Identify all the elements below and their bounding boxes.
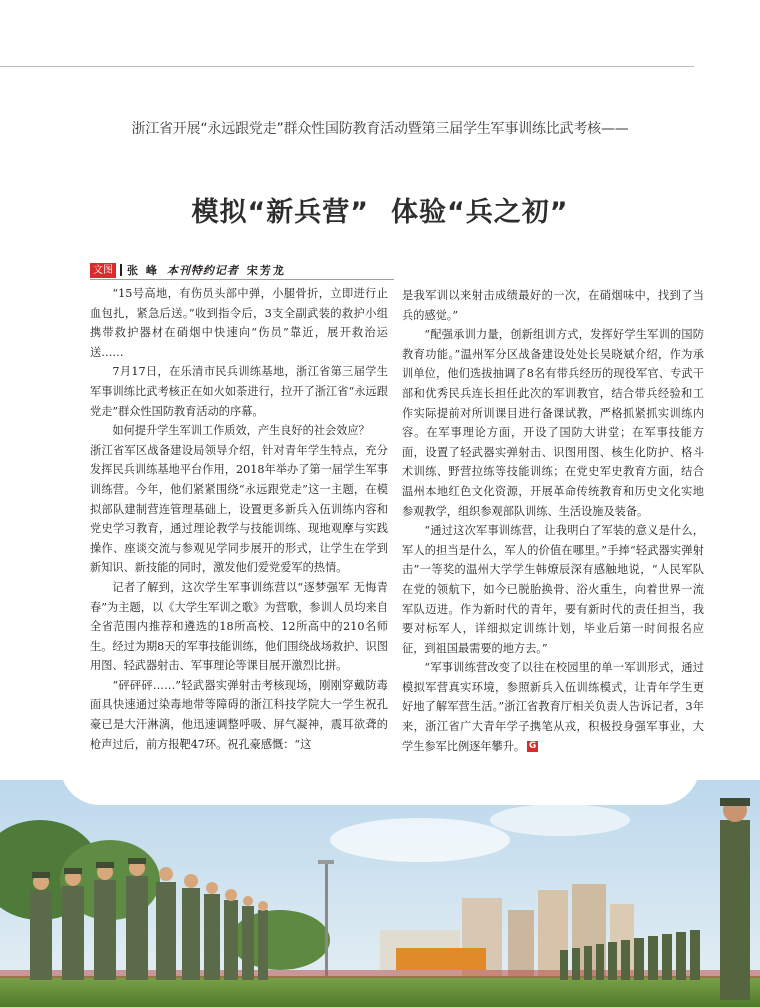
paragraph: 记者了解到，这次学生军事训练营以“逐梦强军 无悔青春”为主题，以《大学生军训之歌》为营歌，参训人员均来自全省范围内推荐和遴选的18所高校、12所高中的210名师生。经过为期8天的军事技能训练，他们围绕战场救护、识图用图、轻武器射击、军事理论等课目展开激烈比拼。 [90,580,388,673]
paragraph-last [402,658,704,756]
end-mark-icon: G [528,741,537,752]
article-kicker: 浙江省开展“永远跟党走”群众性国防教育活动暨第三届学生军事训练比武考核—— [131,121,629,137]
paragraph: 7月17日，在乐清市民兵训练基地，浙江省第三届学生军事训练比武考核正在如火如荼进行，拉开了浙江省“永远跟党走”群众性国防教育活动的序幕。 [90,365,388,418]
byline-tag: 文图 [90,263,116,278]
paragraph: “砰砰砰……”轻武器实弹射击考核现场，刚刚穿戴防毒面具快速通过染毒地带等障碍的浙江科技学院大一学生祝孔豪已是大汗淋漓，他迅速调整呼吸、屏气凝神，震耳欲聋的枪声过后，前方报靶47环。祝孔豪感慨：“这 [90,678,388,751]
paragraph: “15号高地，有伤员头部中弹，小腿骨折，立即进行止血包扎，紧急后送。”收到指令后，3支全副武装的救护小组携带救护器材在硝烟中快速向“伤员”靠近，展开救治运送…… [90,287,388,359]
byline-rule [90,279,394,280]
byline-divider [120,264,122,276]
byline-coauthor: 宋芳龙 [246,264,286,277]
paragraph-text: “军事训练营改变了以往在校园里的单一军训形式，通过模拟军营真实环境，参照新兵入伍训练模式，让青年学生更好地了解军营生活。”浙江省教育厅相关负责人告诉记者，3年来，浙江省广大青年学子携笔从戎，积极投身强军事业，大学生参军比例逐年攀升。 [402,661,704,753]
top-rule [0,66,694,67]
byline [90,262,286,278]
paragraph: 如何提升学生军训工作质效，产生良好的社会效应？ [112,424,370,438]
paragraph: 是我军训以来射击成绩最好的一次，在硝烟味中，找到了当兵的感觉。” [402,289,704,322]
article-column-left [90,284,388,754]
article-title-part1: 模拟“新兵营” [191,197,369,228]
article-column-right [402,286,704,756]
paragraph: “配强承训力量，创新组训方式，发挥好学生军训的国防教育功能。”温州军分区战备建设处处长吴晓斌介绍，作为承训单位，他们选拔抽调了8名有带兵经历的现役军官、专武干部和优秀民兵连长担任此次的军训教官，结合带兵经验和工作实际提前对所训课目进行备课试教，严格抓紧抓实训练内容。在军事理论方面，开设了国防大讲堂；在军事技能方面，设置了轻武器实弹射击、识图用图、核生化防护、格斗术训练、野营拉练等技能训练；在党史军史教育方面，结合温州本地红色文化资源，开展革命传统教育和历史文化实地参观教学，组织参观部队训练、生活设施及装备。 [402,328,704,518]
paragraph: “通过这次军事训练营，让我明白了军装的意义是什么，军人的担当是什么，军人的价值在哪里。”手捧“轻武器实弹射击”一等奖的温州大学学生韩燎辰深有感触地说，“人民军队在党的领航下，如今已脱胎换骨、浴火重生，向着世界一流军队迈进。作为新时代的青年，要有新时代的责任担当，我要对标军人，详细拟定训练计划，毕业后第一时间报名应征，到祖国最需要的地方去。” [402,524,704,655]
byline-author: 张 峰 [127,264,159,277]
article-title [0,190,760,229]
byline-role: 本刊特约记者 [166,264,239,277]
article-title-part2: 体验“兵之初” [391,197,569,228]
cadets-saluting-photo [0,780,760,1007]
paragraph: 浙江省军区战备建设局领导介绍，针对青年学生特点，充分发挥民兵训练基地平台作用，2018年举办了第一届学生军事训练营。今年，他们紧紧围绕“永远跟党走”这一主题，在模拟部队建制营连管理基础上，设置更多新兵入伍训练内容和党史学习教育，通过理论教学与技能训练、现地观摩与实践操作、座谈交流与参观见学同步展开的形式，让学生在学到新知识、新技能的同时，激发他们爱党爱军的热情。 [90,443,388,575]
